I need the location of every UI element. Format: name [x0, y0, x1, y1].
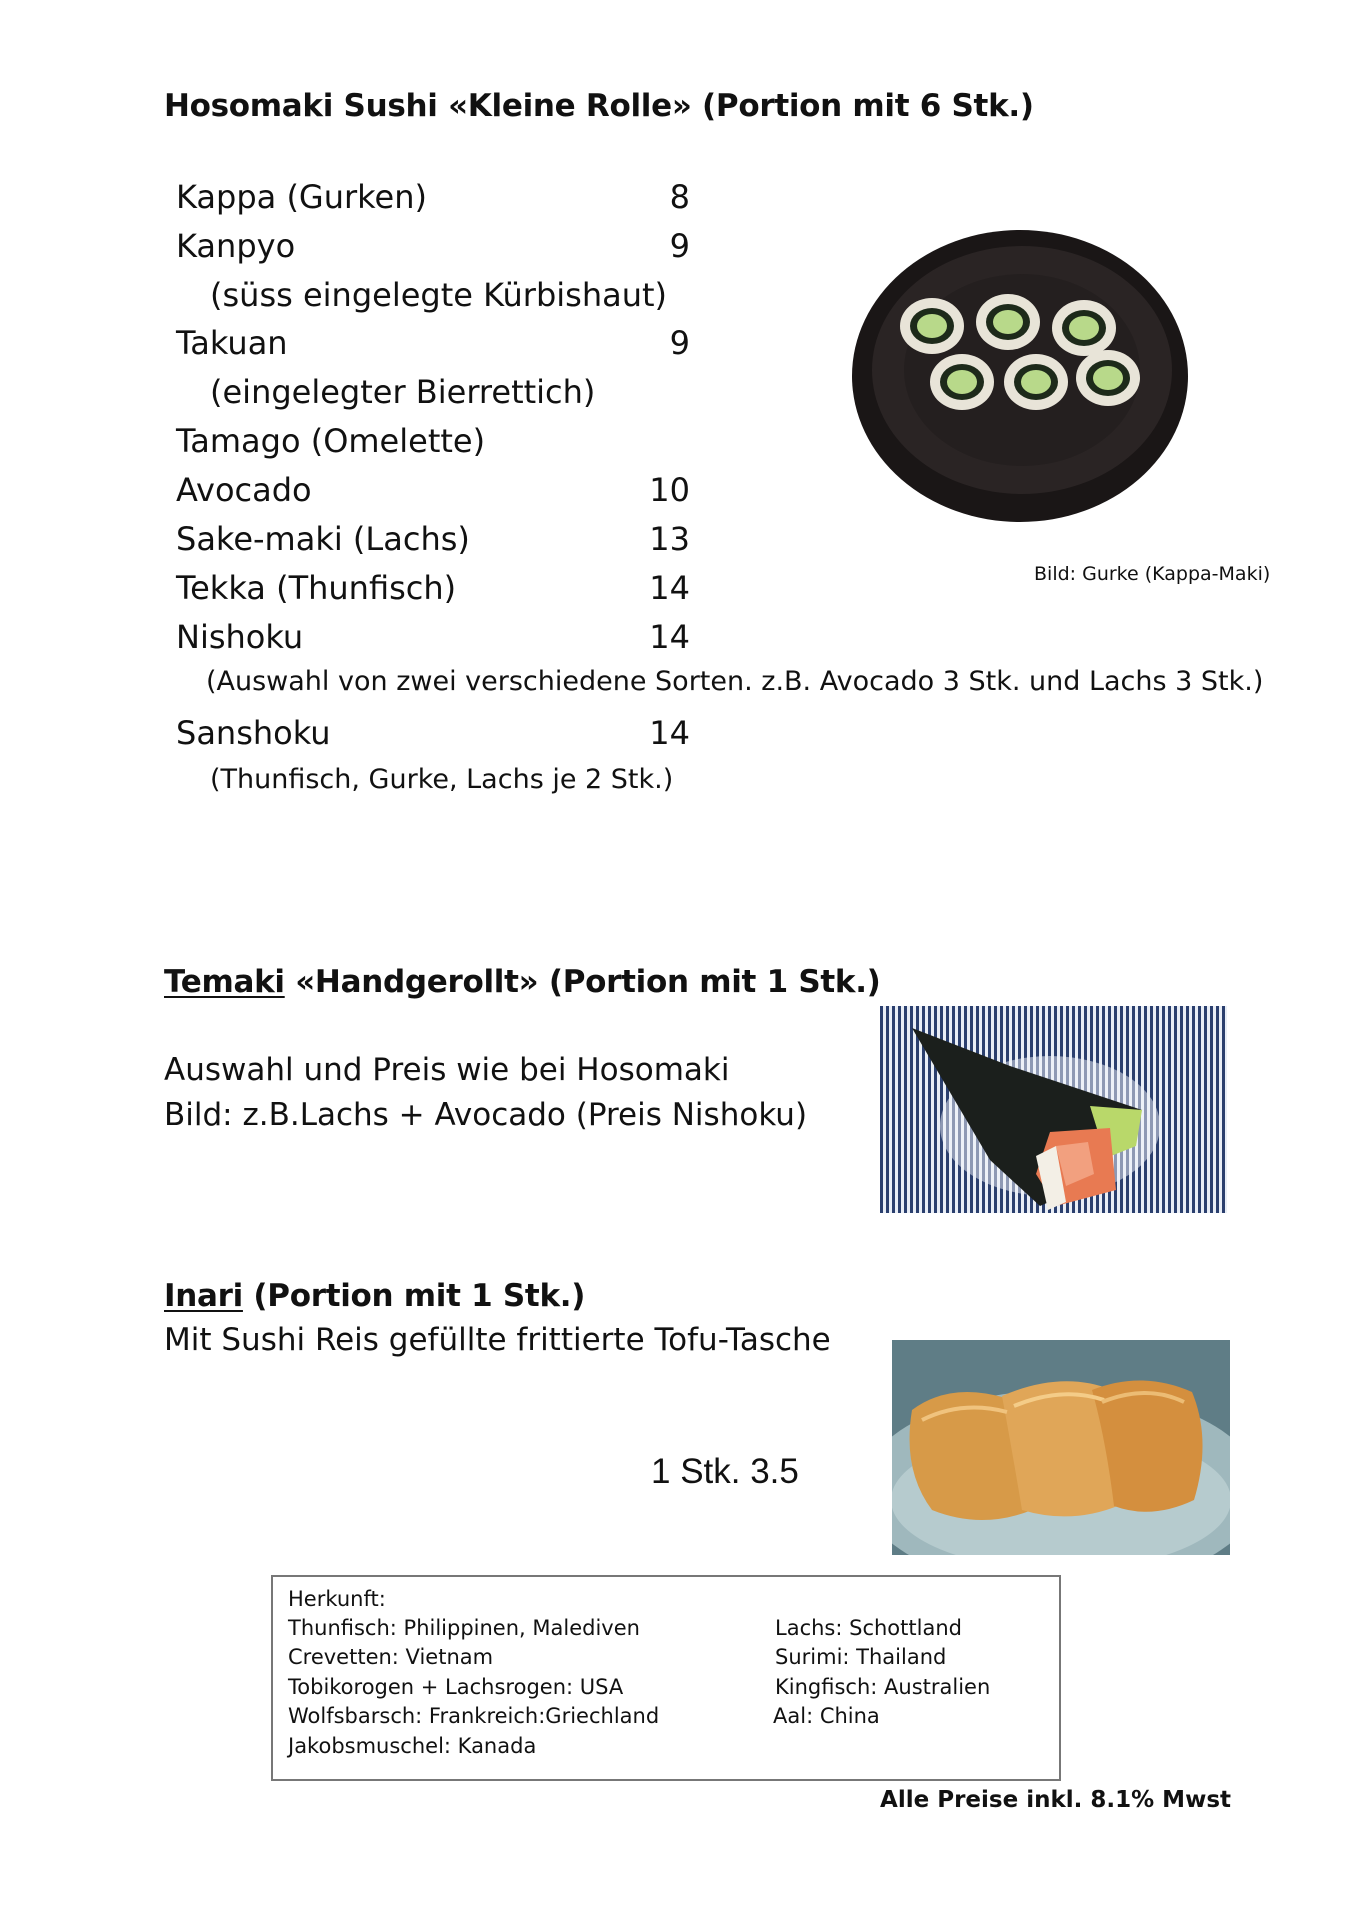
- menu-item-price: 10: [649, 471, 690, 509]
- price-footer-note: Alle Preise inkl. 8.1% Mwst: [880, 1787, 1231, 1813]
- origin-left-item: Jakobsmuschel: Kanada: [288, 1734, 537, 1758]
- menu-item-price: 8: [669, 178, 690, 216]
- origin-box: [271, 1575, 1061, 1781]
- origin-left-item: Tobikorogen + Lachsrogen: USA: [288, 1675, 624, 1699]
- menu-item-name: Nishoku: [176, 618, 304, 656]
- hosomaki-heading: Hosomaki Sushi «Kleine Rolle» (Portion mit 6 Stk.): [164, 88, 1034, 124]
- menu-item-name: Tekka (Thunfisch): [176, 569, 457, 607]
- menu-item-name: Tamago (Omelette): [176, 422, 486, 460]
- temaki-line-2: Bild: z.B.Lachs + Avocado (Preis Nishoku): [164, 1097, 808, 1133]
- temaki-heading: [164, 964, 881, 1000]
- menu-item-price: 14: [649, 714, 690, 752]
- menu-item-price: 13: [649, 520, 690, 558]
- menu-item-price: 9: [669, 324, 690, 362]
- menu-item-note: (Auswahl von zwei verschiedene Sorten. z.B. Avocado 3 Stk. und Lachs 3 Stk.): [206, 666, 1264, 697]
- kappa-image-caption: Bild: Gurke (Kappa-Maki): [1034, 563, 1271, 585]
- menu-item-price: 14: [649, 618, 690, 656]
- origin-left-item: Crevetten: Vietnam: [288, 1645, 494, 1669]
- origin-right-item: Kingfisch: Australien: [775, 1675, 991, 1699]
- menu-item-name: Kappa (Gurken): [176, 178, 427, 216]
- origin-left-item: Wolfsbarsch: Frankreich:Griechland: [288, 1704, 660, 1728]
- menu-item-description: (süss eingelegte Kürbishaut): [210, 276, 668, 314]
- origin-left-item: Thunfisch: Philippinen, Malediven: [288, 1616, 640, 1640]
- menu-item-name: Takuan: [176, 324, 288, 362]
- inari-description: Mit Sushi Reis gefüllte frittierte Tofu-Tasche: [164, 1322, 831, 1358]
- inari-heading: [164, 1278, 585, 1314]
- menu-item-name: Sanshoku: [176, 714, 331, 752]
- temaki-heading-underlined: Temaki: [164, 964, 285, 1000]
- origin-right-item: Lachs: Schottland: [775, 1616, 962, 1640]
- inari-image: [892, 1340, 1230, 1555]
- menu-item-name: Kanpyo: [176, 227, 296, 265]
- temaki-image: [880, 1006, 1227, 1213]
- menu-item-name: Sake-maki (Lachs): [176, 520, 470, 558]
- origin-right-item: Surimi: Thailand: [775, 1645, 947, 1669]
- temaki-heading-rest: «Handgerollt» (Portion mit 1 Stk.): [284, 964, 881, 1000]
- inari-heading-rest: (Portion mit 1 Stk.): [242, 1278, 586, 1314]
- menu-item-price: 9: [669, 227, 690, 265]
- kappa-maki-image: [850, 230, 1196, 530]
- origin-title: Herkunft:: [288, 1587, 386, 1611]
- origin-right-item: Aal: China: [773, 1704, 880, 1728]
- menu-item-price: 14: [649, 569, 690, 607]
- menu-item-description: (eingelegter Bierrettich): [210, 373, 596, 411]
- menu-item-name: Avocado: [176, 471, 312, 509]
- inari-price: 1 Stk. 3.5: [651, 1452, 799, 1491]
- menu-item-note: (Thunfisch, Gurke, Lachs je 2 Stk.): [210, 764, 674, 795]
- inari-heading-underlined: Inari: [164, 1278, 243, 1314]
- temaki-line-1: Auswahl und Preis wie bei Hosomaki: [164, 1052, 730, 1088]
